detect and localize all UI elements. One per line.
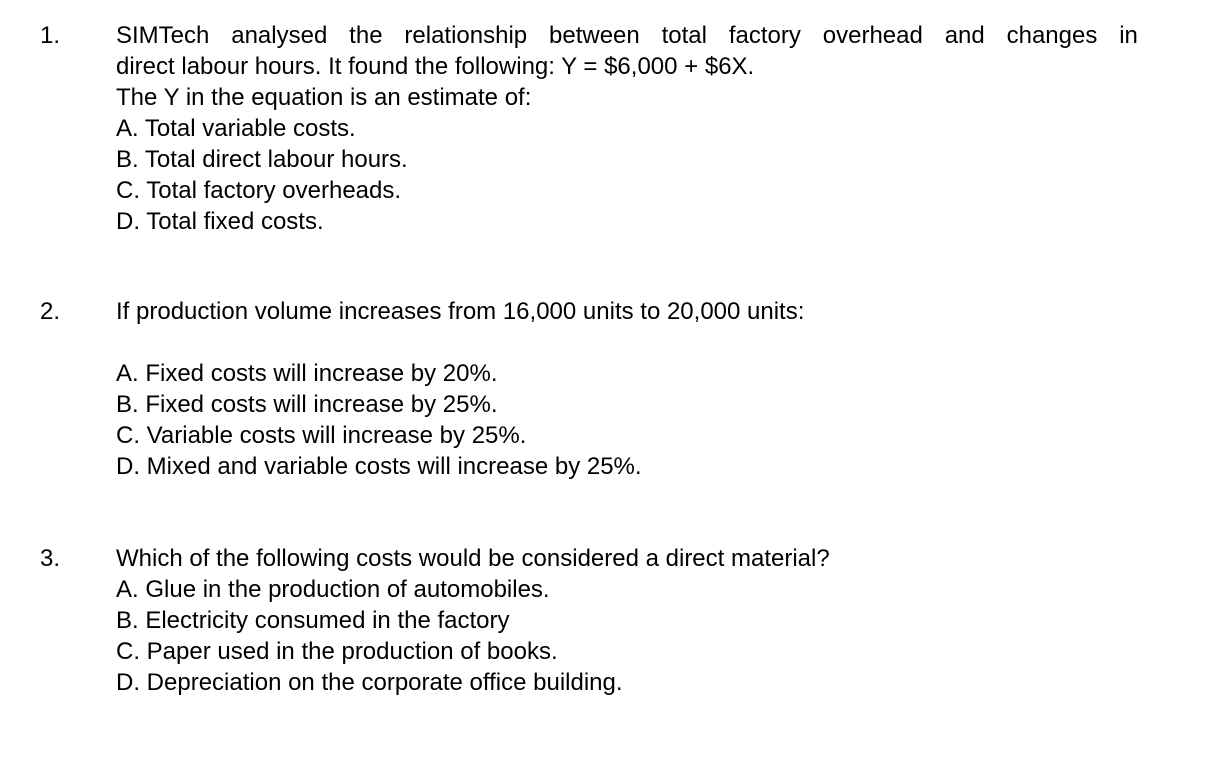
stem-word: analysed xyxy=(231,22,328,49)
question-number: 3. xyxy=(40,545,61,572)
answer-option-b: B. Total direct labour hours. xyxy=(116,146,408,173)
question-body xyxy=(116,543,1138,698)
question-number: 2. xyxy=(40,298,61,325)
answer-option-b: B. Fixed costs will increase by 25%. xyxy=(116,391,498,418)
question-number: 1. xyxy=(40,22,61,49)
stem-word: the xyxy=(349,22,383,49)
stem-word: SIMTech xyxy=(116,22,210,49)
answer-option-a: A. Total variable costs. xyxy=(116,115,356,142)
question-stem-line: The Y in the equation is an estimate of: xyxy=(116,84,532,111)
answer-options xyxy=(116,113,1138,237)
answer-options xyxy=(116,358,1138,482)
spacer xyxy=(116,327,1138,358)
answer-option-c: C. Paper used in the production of books. xyxy=(116,638,558,665)
answer-option-a: A. Fixed costs will increase by 20%. xyxy=(116,360,498,387)
stem-word: relationship xyxy=(404,22,528,49)
stem-word: factory xyxy=(728,22,801,49)
stem-word: changes xyxy=(1006,22,1098,49)
answer-option-c: C. Total factory overheads. xyxy=(116,177,402,204)
answer-option-c: C. Variable costs will increase by 25%. xyxy=(116,422,527,449)
question-stem-line-justified xyxy=(116,20,1138,51)
question-body xyxy=(116,20,1138,237)
answer-option-d: D. Total fixed costs. xyxy=(116,208,324,235)
stem-word: and xyxy=(944,22,985,49)
question-body xyxy=(116,296,1138,482)
stem-word: in xyxy=(1119,22,1138,49)
stem-word: between xyxy=(549,22,640,49)
answer-options xyxy=(116,574,1138,698)
answer-option-d: D. Mixed and variable costs will increase by 25%. xyxy=(116,453,642,480)
answer-option-b: B. Electricity consumed in the factory xyxy=(116,607,510,634)
question-stem-line: Which of the following costs would be considered a direct material? xyxy=(116,545,830,572)
stem-word: overhead xyxy=(822,22,923,49)
question-stem-line: direct labour hours. It found the following: Y = $6,000 + $6X. xyxy=(116,53,755,80)
question-stem-line: If production volume increases from 16,000 units to 20,000 units: xyxy=(116,298,805,325)
answer-option-a: A. Glue in the production of automobiles. xyxy=(116,576,550,603)
stem-word: total xyxy=(661,22,707,49)
answer-option-d: D. Depreciation on the corporate office building. xyxy=(116,669,623,696)
